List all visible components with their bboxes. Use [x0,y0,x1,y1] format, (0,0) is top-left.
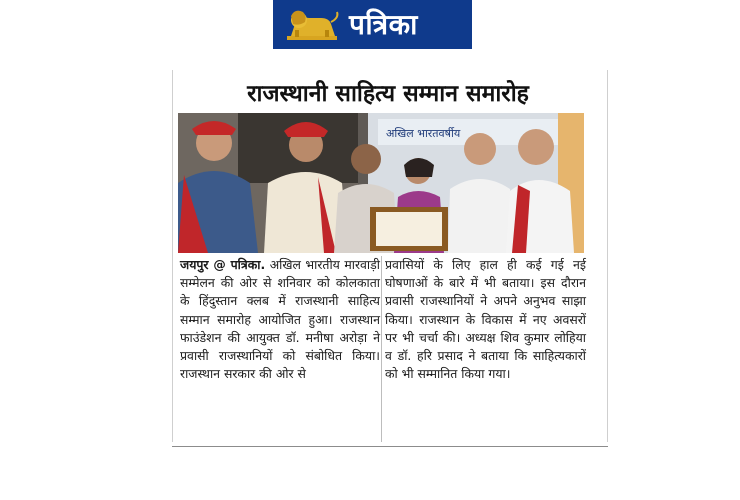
article-column-1 [180,256,380,383]
article-column-2 [385,256,586,383]
masthead [273,0,472,49]
left-rule [172,70,173,442]
column-2-text: प्रवासियों के लिए हाल ही कई गई नई घोषणाओं के बारे में भी बताया। इस दौरान प्रवासी राजस्थानियों ने अपने अनुभव साझा किया। राजस्थान के विकास में नए अवसरों पर भी चर्चा की। अध्यक्ष शिव कुमार लोहिया व डॉ. हरि प्रसाद ने बताया कि साहित्यकारों को भी सम्मानित किया गया। [385,257,586,382]
column-divider [381,256,382,442]
event-photo [178,113,584,253]
right-rule [607,70,608,442]
brand-name: पत्रिका [349,7,418,41]
column-1-text: अखिल भारतीय मारवाड़ी सम्मेलन की ओर से शनिवार को कोलकाता के हिंदुस्तान क्लब में राजस्थानी साहित्य सम्मान समारोह आयोजित हुआ। राजस्थान फाउंडेशन की आयुक्त डॉ. मनीषा अरोड़ा ने प्रवासी राजस्थानियों को संबोधित किया। राजस्थान सरकार की ओर से [180,257,380,382]
banner-text: अखिल भारतवर्षीय [386,127,461,140]
bottom-rule [172,446,608,447]
news-clipping [172,70,608,450]
event-photo-illustration [178,113,584,253]
article-headline: राजस्थानी साहित्य सम्मान समारोह [247,81,529,107]
dateline: जयपुर @ पत्रिका. [180,257,266,272]
lion-icon [281,6,343,44]
